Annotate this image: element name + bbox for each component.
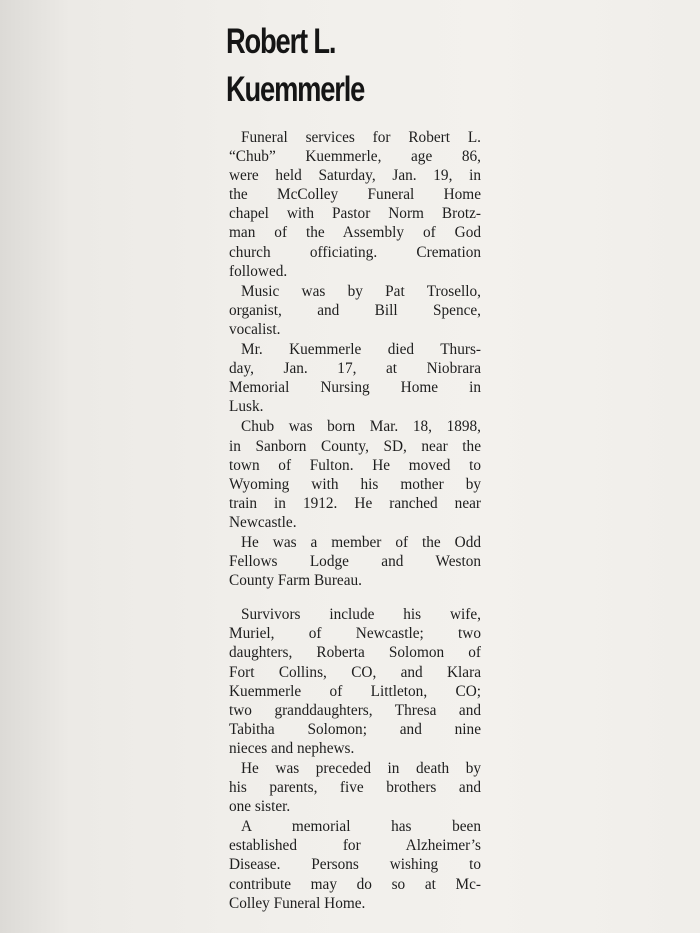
obituary-paragraph: [229, 128, 481, 281]
text-line: Kuemmerle of Littleton, CO;: [229, 682, 481, 700]
text-line: “Chub” Kuemmerle, age 86,: [229, 148, 481, 166]
text-line: nieces and nephews.: [229, 739, 355, 757]
text-line: train in 1912. He ranched near: [229, 494, 481, 512]
text-line: Muriel, of Newcastle; two: [229, 625, 481, 643]
text-line: Funeral services for Robert L.: [241, 129, 481, 146]
text-line: Newcastle.: [229, 513, 297, 531]
text-line: one sister.: [229, 798, 291, 816]
text-line: Mr. Kuemmerle died Thurs-: [241, 341, 481, 359]
obituary-paragraph: [229, 417, 481, 532]
obituary-body: [229, 128, 481, 914]
text-line: Fellows Lodge and Weston: [229, 553, 481, 571]
text-line: established for Alzheimer’s: [229, 837, 481, 855]
text-line: He was preceded in death by: [241, 760, 481, 777]
text-line: Colley Funeral Home.: [229, 894, 366, 912]
text-line: Memorial Nursing Home in: [229, 379, 481, 397]
text-line: Chub was born Mar. 18, 1898,: [241, 418, 481, 436]
text-line: Tabitha Solomon; and nine: [229, 720, 481, 738]
text-line: Survivors include his wife,: [241, 606, 481, 624]
text-line: Disease. Persons wishing to: [229, 856, 481, 874]
headline-line-1: Robert L.: [226, 22, 336, 61]
text-line: County Farm Bureau.: [229, 572, 362, 590]
text-line: man of the Assembly of God: [229, 224, 481, 242]
text-line: were held Saturday, Jan. 19, in: [229, 167, 481, 185]
obituary-paragraph: [229, 817, 481, 912]
text-line: A memorial has been: [241, 818, 481, 836]
text-line: vocalist.: [229, 320, 281, 338]
text-line: He was a member of the Odd: [241, 533, 481, 551]
text-line: Lusk.: [229, 398, 264, 416]
text-line: chapel with Pastor Norm Brotz-: [229, 205, 481, 223]
text-line: in Sanborn County, SD, near the: [229, 437, 481, 455]
obituary-paragraph: [229, 605, 481, 758]
text-line: contribute may do so at Mc-: [229, 875, 481, 893]
obituary-paragraph: [229, 533, 481, 590]
obituary-headline: [226, 18, 429, 114]
text-line: daughters, Roberta Solomon of: [229, 644, 481, 662]
headline-line-2: Kuemmerle: [226, 70, 365, 109]
obituary-paragraph: [229, 282, 481, 339]
text-line: followed.: [229, 262, 288, 280]
text-line: his parents, five brothers and: [229, 779, 481, 797]
obituary-paragraph: [229, 340, 481, 416]
text-line: day, Jan. 17, at Niobrara: [229, 360, 481, 378]
text-line: two granddaughters, Thresa and: [229, 701, 481, 719]
text-line: organist, and Bill Spence,: [229, 301, 481, 319]
text-line: Wyoming with his mother by: [229, 475, 481, 493]
text-line: Music was by Pat Trosello,: [241, 282, 481, 300]
text-line: town of Fulton. He moved to: [229, 456, 481, 474]
obituary-paragraph: [229, 759, 481, 816]
text-line: church officiating. Cremation: [229, 243, 481, 261]
text-line: the McColley Funeral Home: [229, 186, 481, 204]
text-line: Fort Collins, CO, and Klara: [229, 663, 481, 681]
bleed-through-text: [612, 420, 700, 486]
